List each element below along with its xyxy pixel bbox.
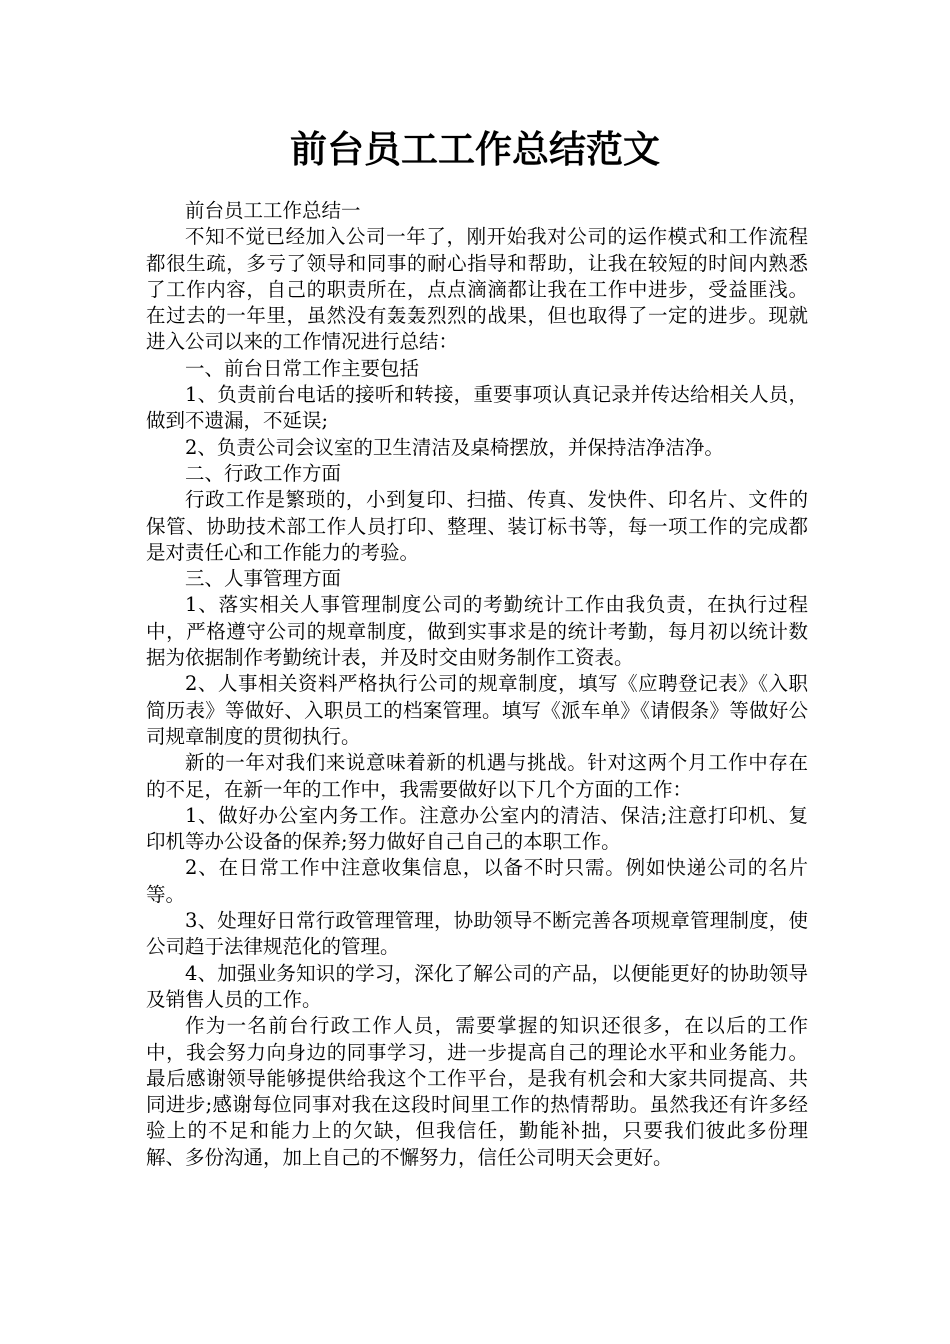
section-heading: 一、前台日常工作主要包括 [185, 356, 420, 380]
list-item: 1、负责前台电话的接听和转接，重要事项认真记录并传达给相关人员，做到不遗漏，不延误; [146, 383, 808, 433]
list-item: 4、加强业务知识的学习，深化了解公司的产品，以便能更好的协助领导及销售人员的工作。 [146, 961, 808, 1011]
list-item: 2、在日常工作中注意收集信息，以备不时只需。例如快递公司的名片等。 [146, 856, 808, 906]
paragraph: 新的一年对我们来说意味着新的机遇与挑战。针对这两个月工作中存在的不足，在新一年的工作中，我需要做好以下几个方面的工作： [146, 751, 808, 801]
list-item: 1、落实相关人事管理制度公司的考勤统计工作由我负责，在执行过程中，严格遵守公司的规章制度，做到实事求是的统计考勤，每月初以统计数据为依据制作考勤统计表，并及时交由财务制作工资表。 [146, 593, 808, 670]
document-title: 前台员工工作总结范文 [290, 128, 660, 171]
list-item: 2、负责公司会议室的卫生清洁及桌椅摆放，并保持洁净洁净。 [185, 435, 724, 459]
section-heading: 二、行政工作方面 [185, 461, 342, 485]
list-item: 2、人事相关资料严格执行公司的规章制度，填写《应聘登记表》《入职简历表》等做好、入职员工的档案管理。填写《派车单》《请假条》等做好公司规章制度的贯彻执行。 [146, 672, 808, 748]
paragraph: 作为一名前台行政工作人员，需要掌握的知识还很多，在以后的工作中，我会努力向身边的同事学习，进一步提高自己的理论水平和业务能力。最后感谢领导能够提供给我这个工作平台，是我有机会和大家共同提高、共同进步;感谢每位同事对我在这段时间里工作的热情帮助。虽然我还有许多经验上的不足和能力上的欠缺，但我信任，勤能补拙，只要我们彼此多份理解、多份沟通，加上自己的不懈努力，信任公司明天会更好。 [146, 1014, 808, 1169]
list-item: 3、处理好日常行政管理管理，协助领导不断完善各项规章管理制度，使公司趋于法律规范化的管理。 [146, 909, 808, 959]
section-heading: 三、人事管理方面 [185, 567, 342, 591]
document-body [146, 198, 808, 1171]
list-item: 1、做好办公室内务工作。注意办公室内的清洁、保洁;注意打印机、复印机等办公设备的保养;努力做好自己自己的本职工作。 [146, 803, 808, 854]
paragraph: 行政工作是繁琐的，小到复印、扫描、传真、发快件、印名片、文件的保管、协助技术部工作人员打印、整理、装订标书等，每一项工作的完成都是对责任心和工作能力的考验。 [146, 488, 808, 564]
section-heading: 前台员工工作总结一 [185, 199, 361, 222]
paragraph: 不知不觉已经加入公司一年了，刚开始我对公司的运作模式和工作流程都很生疏，多亏了领导和同事的耐心指导和帮助，让我在较短的时间内熟悉了工作内容，自己的职责所在，点点滴滴都让我在工作中进步，受益匪浅。在过去的一年里，虽然没有轰轰烈烈的战果，但也取得了一定的进步。现就进入公司以来的工作情况进行总结： [146, 225, 808, 354]
